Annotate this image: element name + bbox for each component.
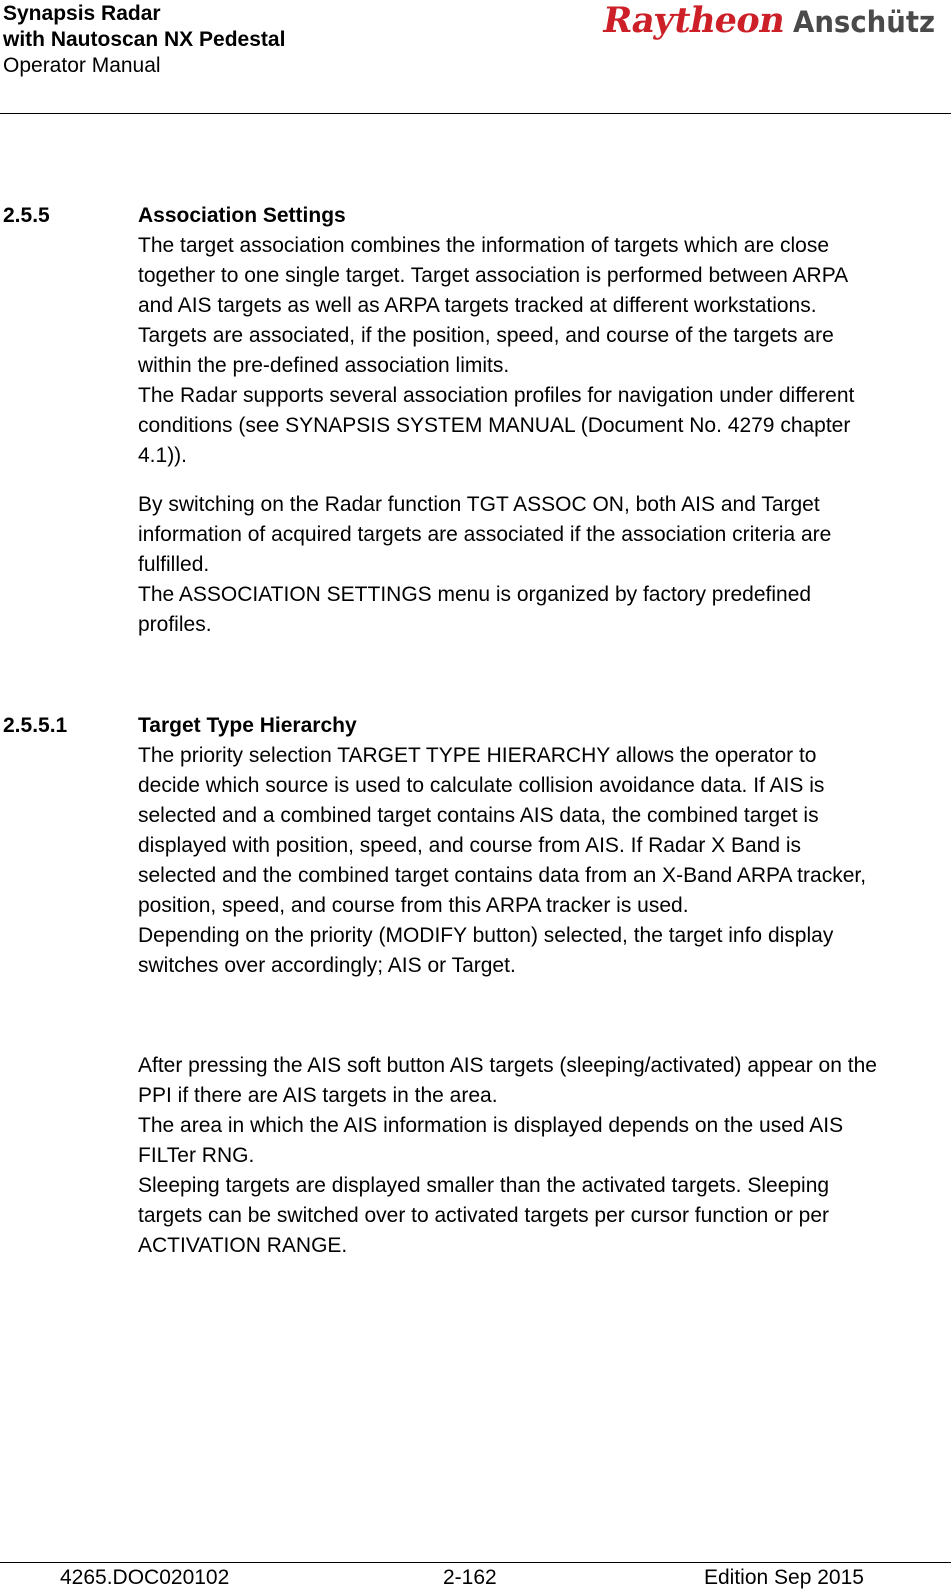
section-title: Association Settings <box>138 204 346 227</box>
footer-edition: Edition Sep 2015 <box>704 1566 864 1589</box>
text-line: The area in which the AIS information is displayed depends on the used AIS <box>138 1114 844 1137</box>
text-line: targets can be switched over to activated targets per cursor function or per <box>138 1204 830 1227</box>
text-line: The Radar supports several association profiles for navigation under different <box>138 384 855 407</box>
text-line: By switching on the Radar function TGT ASSOC ON, both AIS and Target <box>138 493 820 516</box>
footer-divider <box>0 1562 951 1563</box>
text-line: fulfilled. <box>138 553 210 576</box>
text-line: decide which source is used to calculate collision avoidance data. If AIS is <box>138 774 825 797</box>
text-line: PPI if there are AIS targets in the area. <box>138 1084 498 1107</box>
footer-page-number: 2-162 <box>443 1566 497 1589</box>
text-line: and AIS targets as well as ARPA targets tracked at different workstations. <box>138 294 817 317</box>
tgt-assoc-paragraph <box>138 490 948 640</box>
text-line: selected and a combined target contains AIS data, the combined target is <box>138 804 819 827</box>
text-line: FILTer RNG. <box>138 1144 255 1167</box>
text-line: position, speed, and course from this ARPA tracker is used. <box>138 894 689 917</box>
hierarchy-paragraph <box>138 741 948 981</box>
product-title: Synapsis Radar <box>3 2 161 25</box>
text-line: switches over accordingly; AIS or Target. <box>138 954 516 977</box>
text-line: ACTIVATION RANGE. <box>138 1234 348 1257</box>
association-intro-paragraph <box>138 231 948 471</box>
header-divider <box>0 113 951 114</box>
text-line: The ASSOCIATION SETTINGS menu is organized by factory predefined <box>138 583 812 606</box>
section-number: 2.5.5.1 <box>3 714 68 737</box>
text-line: Targets are associated, if the position, speed, and course of the targets are <box>138 324 834 347</box>
text-line: The target association combines the information of targets which are close <box>138 234 830 257</box>
section-heading-2-5-5 <box>3 201 346 231</box>
text-line: Sleeping targets are displayed smaller than the activated targets. Sleeping <box>138 1174 830 1197</box>
footer-doc-number: 4265.DOC020102 <box>60 1566 230 1589</box>
text-line: 4.1)). <box>138 444 188 467</box>
text-line: displayed with position, speed, and course from AIS. If Radar X Band is <box>138 834 802 857</box>
document-header <box>3 1 285 79</box>
text-line: within the pre-defined association limits. <box>138 354 510 377</box>
raytheon-anschutz-logo <box>599 0 942 41</box>
text-line: The priority selection TARGET TYPE HIERARCHY allows the operator to <box>138 744 817 767</box>
text-line: together to one single target. Target association is performed between ARPA <box>138 264 849 287</box>
section-heading-2-5-5-1 <box>3 711 357 741</box>
ais-soft-button-paragraph <box>138 1051 948 1261</box>
text-line: Depending on the priority (MODIFY button) selected, the target info display <box>138 924 834 947</box>
text-line: conditions (see SYNAPSIS SYSTEM MANUAL (Document No. 4279 chapter <box>138 414 851 437</box>
text-line: After pressing the AIS soft button AIS targets (sleeping/activated) appear on the <box>138 1054 877 1077</box>
text-line: selected and the combined target contains data from an X-Band ARPA tracker, <box>138 864 867 887</box>
text-line: information of acquired targets are associated if the association criteria are <box>138 523 832 546</box>
manual-type: Operator Manual <box>3 54 161 77</box>
logo-sub: Anschütz <box>792 5 935 39</box>
text-line: profiles. <box>138 613 212 636</box>
product-subtitle: with Nautoscan NX Pedestal <box>3 28 286 51</box>
logo-brand: Raytheon <box>599 0 789 41</box>
section-title: Target Type Hierarchy <box>138 714 357 737</box>
section-number: 2.5.5 <box>3 204 50 227</box>
